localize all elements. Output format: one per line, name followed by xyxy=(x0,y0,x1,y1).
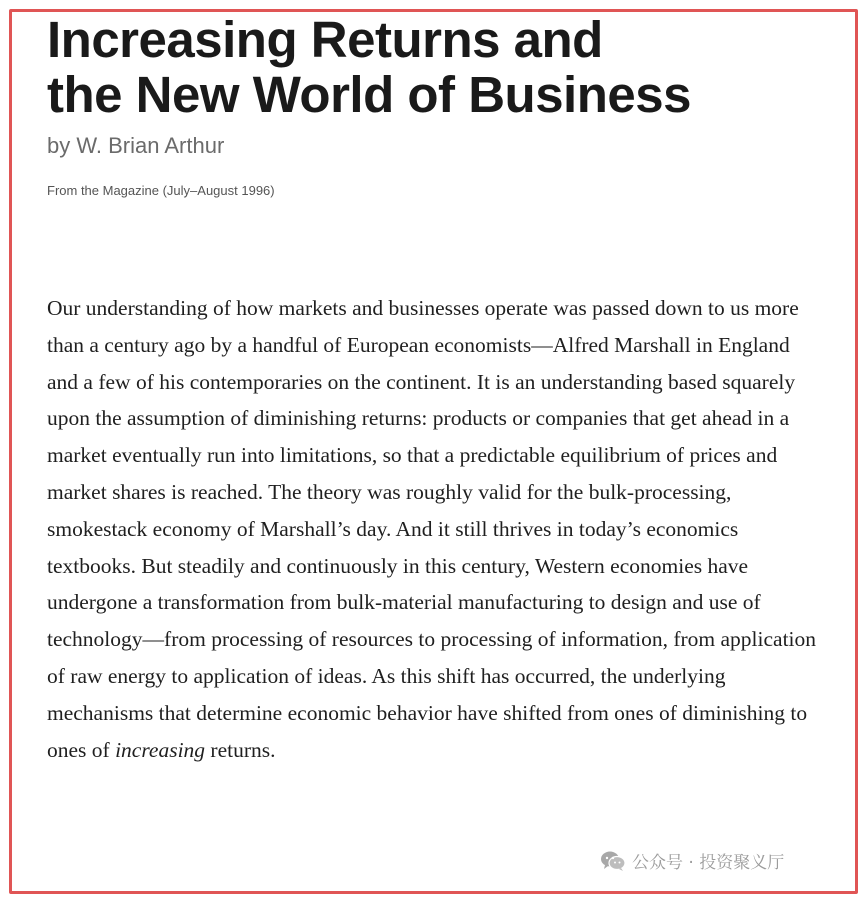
watermark-text: 公众号 · 投资聚义厅 xyxy=(632,853,785,873)
body-emphasis: increasing xyxy=(115,737,206,762)
wechat-watermark xyxy=(600,848,784,873)
body-text-end: returns. xyxy=(205,737,276,762)
wechat-icon xyxy=(600,850,626,872)
author-byline: by W. Brian Arthur xyxy=(47,133,225,158)
title-line-1: Increasing Returns and xyxy=(47,11,603,68)
title-line-2: the New World of Business xyxy=(47,66,691,123)
article-title xyxy=(47,12,827,122)
article-body xyxy=(47,290,817,768)
publication-source: From the Magazine (July–August 1996) xyxy=(47,183,275,198)
body-text-main: Our understanding of how markets and businesses operate was passed down to us more than a century ago by a handful of European economists—Alfred Marshall in England and a few of his contemporaries on the continent. It is an understanding based squarely upon the assumption of diminishing returns: products or companies that get ahead in a market eventually run into limitations, so that a predictable equilibrium of prices and market shares is reached. The theory was roughly valid for the bulk-processing, smokestack economy of Marshall’s day. And it still thrives in today’s economics textbooks. But steadily and continuously in this century, Western economies have undergone a transformation from bulk-material manufacturing to design and use of technology—from processing of resources to processing of information, from application of raw energy to application of ideas. As this shift has occurred, the underlying mechanisms that determine economic behavior have shifted from ones of diminishing to ones of xyxy=(47,296,817,762)
